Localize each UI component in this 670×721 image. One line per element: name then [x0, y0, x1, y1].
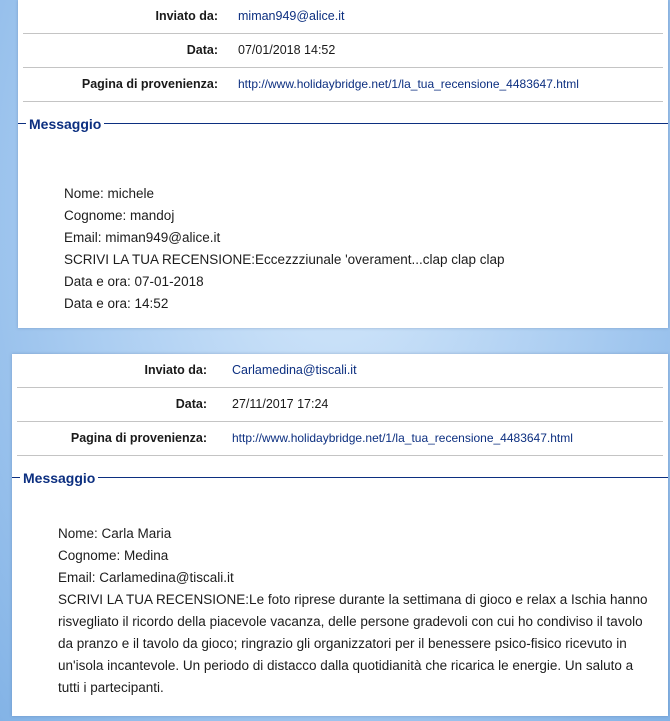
- sender-label: Inviato da:: [155, 9, 218, 23]
- origin-label: Pagina di provenienza:: [70, 431, 207, 445]
- sender-row: [17, 354, 663, 388]
- origin-url-link[interactable]: http://www.holidaybridge.net/1/la_tua_recensione_4483647.html: [238, 77, 579, 91]
- legend-rule: [18, 123, 668, 124]
- message-email: Email: Carlamedina@tiscali.it: [58, 570, 234, 585]
- sender-label: Inviato da:: [144, 363, 207, 377]
- legend-rule: [12, 477, 668, 478]
- origin-url-link[interactable]: http://www.holidaybridge.net/1/la_tua_recensione_4483647.html: [232, 431, 573, 445]
- email-card-1: [18, 0, 668, 328]
- date-label: Data:: [175, 397, 207, 411]
- message-legend: Messaggio: [20, 467, 98, 489]
- message-data-ora-date: Data e ora: 07-01-2018: [64, 274, 204, 289]
- message-nome: Nome: michele: [64, 186, 155, 201]
- message-email: Email: miman949@alice.it: [64, 230, 221, 245]
- message-data-ora-time: Data e ora: 14:52: [64, 296, 169, 311]
- email-card-2: [12, 354, 668, 716]
- message-fieldset-legend: [18, 113, 668, 135]
- origin-label: Pagina di provenienza:: [81, 77, 218, 91]
- message-cognome: Cognome: mandoj: [64, 208, 175, 223]
- message-legend: Messaggio: [26, 113, 104, 135]
- date-row: [17, 388, 663, 422]
- date-row: [23, 34, 663, 68]
- sender-email-link[interactable]: miman949@alice.it: [238, 9, 345, 23]
- sender-row: [23, 0, 663, 34]
- message-review: SCRIVI LA TUA RECENSIONE:Eccezzziunale 'overament...clap clap clap: [64, 252, 505, 267]
- sender-email-link[interactable]: Carlamedina@tiscali.it: [232, 363, 357, 377]
- message-fieldset-legend: [12, 467, 668, 489]
- date-label: Data:: [186, 43, 218, 57]
- message-nome: Nome: Carla Maria: [58, 526, 172, 541]
- origin-row: [17, 422, 663, 456]
- message-cognome: Cognome: Medina: [58, 548, 169, 563]
- message-body: [58, 523, 658, 699]
- origin-row: [23, 68, 663, 102]
- message-review: SCRIVI LA TUA RECENSIONE:Le foto riprese durante la settimana di gioco e relax a Ischia hanno risvegliato il ricordo della piacevole vacanza, delle persone gradevoli con cui ho condiviso il tavolo da pranzo e il tavolo da gioco; ringrazio gli organizzatori per il benessere psico-fisico ricevuto in un'isola incantevole. Un periodo di distacco dalla quotidianità che ricarica le energie. Un saluto a tutti i partecipanti.: [58, 592, 648, 695]
- message-body: [64, 183, 505, 315]
- date-value: 27/11/2017 17:24: [232, 397, 329, 411]
- date-value: 07/01/2018 14:52: [238, 43, 336, 57]
